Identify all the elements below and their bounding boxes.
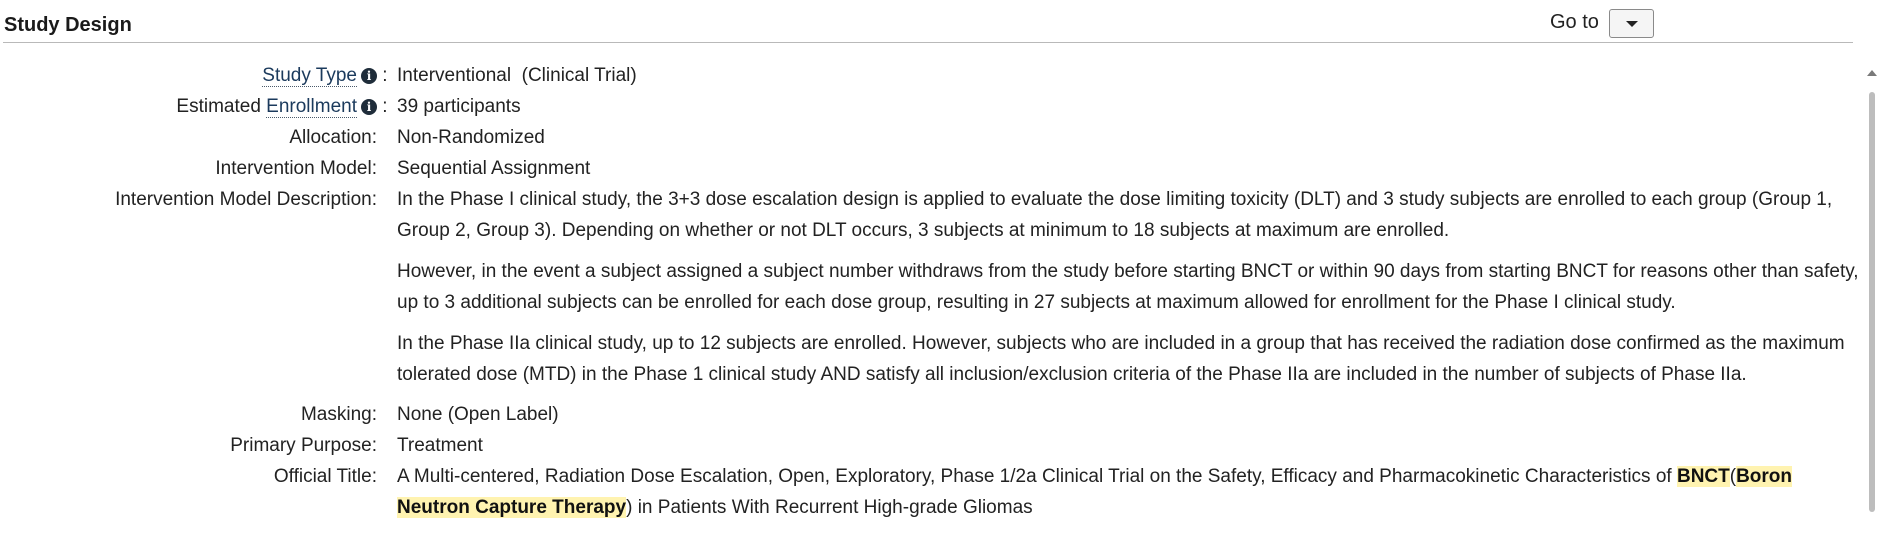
info-circle-icon[interactable]: i bbox=[361, 99, 377, 115]
label-intervention-model-description: Intervention Model Description: bbox=[115, 189, 377, 210]
value-allocation: Non-Randomized bbox=[397, 127, 545, 148]
official-title-text: ( bbox=[1729, 466, 1737, 487]
description-paragraph: In the Phase IIa clinical study, up to 12 subjects are enrolled. However, subjects who are included in a group that has received the radiation dose confirmed as the maximum tolerated dose (MTD) in the Phase 1 clinical study AND satisfy all inclusion/exclusion criteria of the Phase IIa are included in the number of subjects of Phase IIa. bbox=[397, 333, 1845, 385]
label-allocation: Allocation: bbox=[289, 127, 377, 148]
row-allocation bbox=[0, 122, 1860, 153]
study-type-term-link[interactable]: Study Type bbox=[262, 65, 357, 86]
highlight-term: BNCT bbox=[1676, 466, 1730, 487]
label-intervention-model: Intervention Model: bbox=[215, 158, 377, 179]
value-primary-purpose: Treatment bbox=[397, 435, 483, 456]
row-primary-purpose bbox=[0, 430, 1860, 461]
scroll-up-arrow-icon[interactable] bbox=[1867, 70, 1877, 76]
vertical-scrollbar[interactable] bbox=[1867, 48, 1877, 558]
info-circle-icon[interactable]: i bbox=[361, 68, 377, 84]
row-masking bbox=[0, 399, 1860, 430]
label-masking: Masking: bbox=[300, 404, 377, 425]
label-study-type bbox=[0, 60, 377, 91]
description-paragraph: However, in the event a subject assigned a subject number withdraws from the study before starting BNCT or within 90 days from starting BNCT for reasons other than safety, up to 3 additional subjects can be enrolled for each dose group, resulting in 27 subjects at maximum allowed for enrollment for the Phase I clinical study. bbox=[397, 261, 1859, 313]
label-official-title: Official Title: bbox=[273, 466, 377, 487]
label-primary-purpose: Primary Purpose: bbox=[230, 435, 377, 456]
enrollment-prefix: Estimated bbox=[176, 96, 261, 117]
row-intervention-model bbox=[0, 153, 1860, 184]
label-colon: : bbox=[377, 65, 388, 86]
row-intervention-model-description bbox=[0, 184, 1860, 390]
row-study-type bbox=[0, 60, 1860, 91]
official-title-text: A Multi-centered, Radiation Dose Escalation, Open, Exploratory, Phase 1/2a Clinical Trial on the Safety, Efficacy and Pharmacokinetic Characteristics of bbox=[397, 466, 1677, 487]
value-intervention-model-description bbox=[397, 184, 1860, 390]
row-enrollment bbox=[0, 91, 1860, 122]
scrollbar-thumb[interactable] bbox=[1869, 92, 1875, 512]
study-design-header bbox=[3, 0, 1853, 43]
label-colon: : bbox=[377, 96, 388, 117]
highlight-term: Boron Neutron Capture Therapy bbox=[397, 466, 1793, 518]
caret-down-icon bbox=[1626, 21, 1638, 27]
study-design-table bbox=[0, 60, 1860, 523]
goto-label: Go to bbox=[1550, 11, 1599, 33]
value-masking: None (Open Label) bbox=[397, 404, 559, 425]
description-paragraph: In the Phase I clinical study, the 3+3 dose escalation design is applied to evaluate the dose limiting toxicity (DLT) and 3 study subjects are enrolled to each group (Group 1, Group 2, Group 3). Depending on whether or not DLT occurs, 3 subjects at minimum to 18 subjects at maximum are enrolled. bbox=[397, 189, 1833, 241]
goto-dropdown-button[interactable] bbox=[1609, 9, 1654, 38]
section-title: Study Design bbox=[4, 14, 132, 36]
value-study-type: Interventional (Clinical Trial) bbox=[397, 65, 637, 86]
official-title-text: ) in Patients With Recurrent High-grade Gliomas bbox=[626, 497, 1033, 518]
value-official-title bbox=[397, 461, 1860, 523]
value-enrollment: 39 participants bbox=[397, 96, 521, 117]
enrollment-term-link[interactable]: Enrollment bbox=[266, 96, 357, 117]
label-enrollment bbox=[0, 91, 377, 122]
row-official-title bbox=[0, 461, 1860, 523]
value-intervention-model: Sequential Assignment bbox=[397, 158, 591, 179]
